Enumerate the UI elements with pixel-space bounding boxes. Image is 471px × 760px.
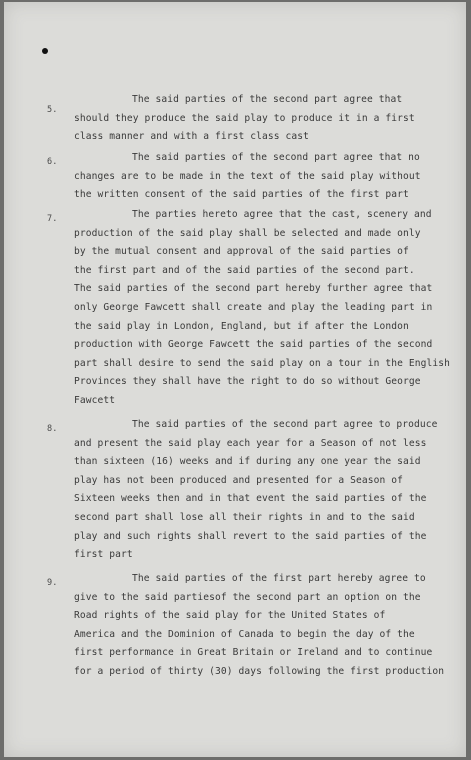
text-line: Road rights of the said play for the United States of [74,610,386,622]
clause-number: 9. [47,578,58,588]
document-page [4,2,466,757]
text-line: class manner and with a first class cast [74,131,310,143]
text-line: Provinces they shall have the right to do so without George [74,376,421,388]
text-line: play and such rights shall revert to the said parties of the [74,530,427,542]
text-line: and present the said play each year for a Season of not less [74,437,427,449]
text-line: play has not been produced and presented for a Season of [74,474,404,486]
text-line: second part shall lose all their rights in and to the said [74,512,415,523]
text-line: production of the said play shall be selected and made only [74,227,421,239]
text-line: should they produce the said play to produce it in a first [74,112,415,124]
clause-number: 7. [47,214,58,224]
text-line: production with George Fawcett the said parties of the second [74,339,433,351]
text-line: The said parties of the first part hereby agree to [132,573,426,584]
text-line: Sixteen weeks then and in that event the said parties of the [74,493,427,505]
text-line: changes are to be made in the text of the said play without [74,170,421,182]
text-line: The said parties of the second part agree that no [132,152,420,163]
text-line: than sixteen (16) weeks and if during any one year the said [74,456,421,468]
clause-number: 6. [47,157,58,167]
text-line: The parties hereto agree that the cast, scenery and [132,209,432,220]
contract-text [4,2,466,757]
text-line: part shall desire to send the said play on a tour in the English [74,357,451,369]
text-line: for a period of thirty (30) days following the first production [74,666,445,677]
text-line: by the mutual consent and approval of the said parties of [74,246,409,258]
text-line: first performance in Great Britain or Ireland and to continue [74,647,433,659]
text-line: The said parties of the second part agree that [132,94,403,105]
clause-number: 5. [47,105,58,115]
clause-number: 8. [47,424,58,434]
text-line: The said parties of the second part agree to produce [132,419,438,430]
text-line: the first part and of the said parties of the second part. [74,264,415,276]
text-line: only George Fawcett shall create and play the leading part in [74,302,433,313]
text-line: America and the Dominion of Canada to begin the day of the [74,628,415,640]
text-line: the said play in London, England, but if after the London [74,320,409,332]
text-line: first part [74,549,133,561]
text-line: the written consent of the said parties of the first part [74,189,409,201]
text-line: Fawcett [74,395,116,406]
text-line: The said parties of the second part hereby further agree that [74,283,433,295]
text-line: give to the said partiesof the second part an option on the [74,591,421,603]
